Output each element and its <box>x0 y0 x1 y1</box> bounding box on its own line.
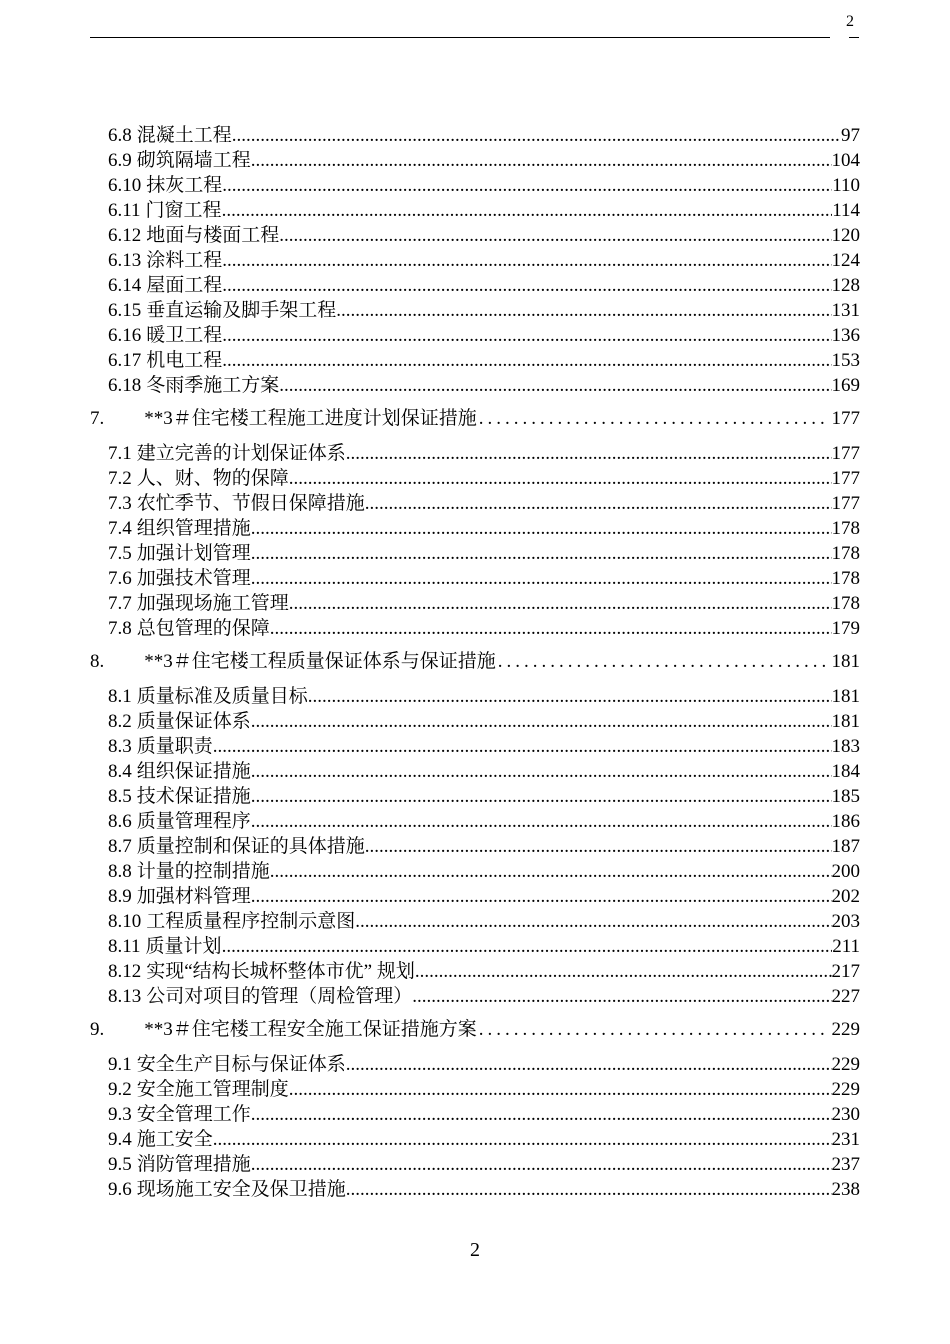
toc-entry-page-number: 227 <box>831 986 860 1007</box>
toc-entry-page-number: 178 <box>831 593 860 614</box>
toc-entry-page-number: 110 <box>832 175 860 196</box>
toc-entry-title: 暖卫工程 <box>146 325 223 346</box>
toc-dot-leader <box>477 1017 828 1042</box>
toc-entry-number: 6.13 <box>108 250 142 271</box>
toc-entry-page-number: 179 <box>831 618 860 639</box>
toc-entry-number: 6.15 <box>108 300 142 321</box>
toc-entry-title: 混凝土工程 <box>136 125 232 146</box>
toc-entry-number: 6.11 <box>108 200 141 221</box>
toc-entry-title: 实现“结构长城杯整体市优” 规划 <box>146 961 415 982</box>
toc-entry-title: 垂直运输及脚手架工程 <box>146 300 337 321</box>
toc-entry-page-number: 181 <box>831 711 860 732</box>
toc-entry-page-number: 217 <box>831 961 860 982</box>
toc-entry-page-number: 237 <box>831 1154 860 1175</box>
toc-entry-number: 9.5 <box>108 1154 132 1175</box>
toc-dot-leader <box>213 734 832 759</box>
toc-entry-page-number: 120 <box>831 225 860 246</box>
toc-entry-number: 8.5 <box>108 786 132 807</box>
toc-entry-title: 公司对项目的管理（周检管理） <box>146 986 413 1007</box>
toc-dot-leader <box>365 491 832 516</box>
toc-dot-leader <box>336 298 831 323</box>
toc-entry-page-number: 178 <box>831 518 860 539</box>
toc-entry-title: **3＃住宅楼工程安全施工保证措施方案 <box>144 1019 477 1040</box>
toc-entry[interactable] <box>108 441 860 466</box>
toc-dot-leader <box>412 984 831 1009</box>
toc-dot-leader <box>477 406 828 431</box>
toc-entry-title: 质量标准及质量目标 <box>136 686 308 707</box>
toc-entry-page-number: 184 <box>831 761 860 782</box>
toc-entry-number: 8.10 <box>108 911 142 932</box>
toc-entry[interactable] <box>108 223 860 248</box>
toc-entry[interactable] <box>108 1102 860 1127</box>
toc-entry-title: 施工安全 <box>136 1129 213 1150</box>
toc-entry[interactable] <box>108 591 860 616</box>
toc-entry-number: 6.17 <box>108 350 142 371</box>
toc-entry-page-number: 124 <box>831 250 860 271</box>
toc-entry-page-number: 229 <box>831 1079 860 1100</box>
toc-entry[interactable] <box>108 566 860 591</box>
toc-entry-page-number: 177 <box>831 493 860 514</box>
toc-entry-page-number: 153 <box>831 350 860 371</box>
toc-entry[interactable] <box>108 323 860 348</box>
toc-entry-number: 8.4 <box>108 761 132 782</box>
toc-entry-title: 冬雨季施工方案 <box>146 375 280 396</box>
toc-entry-title: **3＃住宅楼工程质量保证体系与保证措施 <box>144 651 496 672</box>
toc-entry-number: 7.1 <box>108 443 132 464</box>
toc-entry-page-number: 187 <box>831 836 860 857</box>
toc-entry[interactable] <box>108 1077 860 1102</box>
toc-entry-number: 9.2 <box>108 1079 132 1100</box>
toc-chapter-entry[interactable] <box>90 1017 860 1042</box>
toc-entry-page-number: 181 <box>831 686 860 707</box>
toc-entry-title: 组织管理措施 <box>136 518 251 539</box>
toc-entry-title: 质量控制和保证的具体措施 <box>136 836 365 857</box>
toc-dot-leader <box>496 649 828 674</box>
toc-entry-number: 6.18 <box>108 375 142 396</box>
toc-entry-title: 加强材料管理 <box>136 886 251 907</box>
toc-dot-leader <box>279 373 831 398</box>
toc-dot-leader <box>232 123 841 148</box>
toc-entry[interactable] <box>108 884 860 909</box>
toc-entry-page-number: 177 <box>831 443 860 464</box>
toc-entry-title: 质量保证体系 <box>136 711 251 732</box>
toc-entry-page-number: 97 <box>841 125 860 146</box>
toc-entry[interactable] <box>108 148 860 173</box>
toc-entry-title: 技术保证措施 <box>136 786 251 807</box>
toc-entry-title: 机电工程 <box>146 350 223 371</box>
toc-entry[interactable] <box>108 298 860 323</box>
toc-entry-number: 8.6 <box>108 811 132 832</box>
toc-entry-number: 7.8 <box>108 618 132 639</box>
toc-entry-page-number: 230 <box>831 1104 860 1125</box>
toc-entry[interactable] <box>108 123 860 148</box>
toc-entry-title: 农忙季节、节假日保障措施 <box>136 493 365 514</box>
toc-entry-title: 加强计划管理 <box>136 543 251 564</box>
toc-entry-page-number: 231 <box>831 1129 860 1150</box>
toc-dot-leader <box>251 516 832 541</box>
toc-dot-leader <box>222 934 833 959</box>
toc-dot-leader <box>251 759 832 784</box>
toc-entry-title: 人、财、物的保障 <box>136 468 289 489</box>
toc-dot-leader <box>289 591 832 616</box>
toc-entry-page-number: 178 <box>831 543 860 564</box>
toc-entry[interactable] <box>108 1052 860 1077</box>
toc-entry-page-number: 177 <box>831 408 860 429</box>
toc-entry-title: 消防管理措施 <box>136 1154 251 1175</box>
toc-entry-title: 安全施工管理制度 <box>136 1079 289 1100</box>
toc-entry[interactable] <box>108 1127 860 1152</box>
toc-entry[interactable] <box>108 759 860 784</box>
toc-dot-leader <box>251 784 832 809</box>
toc-entry-page-number: 183 <box>831 736 860 757</box>
toc-entry-title: 组织保证措施 <box>136 761 251 782</box>
toc-entry-page-number: 181 <box>831 651 860 672</box>
toc-dot-leader <box>222 198 833 223</box>
toc-dot-leader <box>222 173 832 198</box>
toc-dot-leader <box>251 566 832 591</box>
toc-entry[interactable] <box>108 684 860 709</box>
toc-entry-number: 8.11 <box>108 936 141 957</box>
toc-entry-page-number: 200 <box>831 861 860 882</box>
toc-dot-leader <box>365 834 832 859</box>
toc-entry-title: 加强技术管理 <box>136 568 251 589</box>
toc-entry-page-number: 114 <box>832 200 860 221</box>
toc-dot-leader <box>222 273 831 298</box>
toc-dot-leader <box>222 348 831 373</box>
toc-entry[interactable] <box>108 959 860 984</box>
toc-dot-leader <box>251 884 832 909</box>
toc-entry-title: 建立完善的计划保证体系 <box>136 443 346 464</box>
toc-entry-title: 砌筑隔墙工程 <box>136 150 251 171</box>
toc-entry-page-number: 128 <box>831 275 860 296</box>
toc-entry-number: 8.2 <box>108 711 132 732</box>
toc-entry-title: 涂料工程 <box>146 250 223 271</box>
toc-entry-title: 质量职责 <box>136 736 213 757</box>
toc-entry[interactable] <box>108 984 860 1009</box>
toc-entry-number: 8.12 <box>108 961 142 982</box>
toc-entry-title: 地面与楼面工程 <box>146 225 280 246</box>
toc-entry-title: 抹灰工程 <box>146 175 223 196</box>
toc-entry-title: 计量的控制措施 <box>136 861 270 882</box>
toc-entry-title: 总包管理的保障 <box>136 618 270 639</box>
toc-entry-number: 8.8 <box>108 861 132 882</box>
toc-entry-page-number: 136 <box>831 325 860 346</box>
header-number-underline <box>849 37 859 38</box>
toc-entry-page-number: 177 <box>831 468 860 489</box>
toc-entry-number: 6.12 <box>108 225 142 246</box>
toc-entry-page-number: 203 <box>831 911 860 932</box>
toc-entry[interactable] <box>108 198 860 223</box>
toc-entry-number: 9.1 <box>108 1054 132 1075</box>
toc-entry-title: 安全生产目标与保证体系 <box>136 1054 346 1075</box>
toc-entry-page-number: 178 <box>831 568 860 589</box>
toc-dot-leader <box>251 1152 832 1177</box>
toc-entry-number: 6.10 <box>108 175 142 196</box>
toc-dot-leader <box>251 709 832 734</box>
toc-entry-number: 6.14 <box>108 275 142 296</box>
toc-entry-title: 现场施工安全及保卫措施 <box>136 1179 346 1200</box>
toc-entry-page-number: 229 <box>831 1054 860 1075</box>
toc-entry[interactable] <box>108 809 860 834</box>
toc-dot-leader <box>279 223 831 248</box>
toc-entry-title: 工程质量程序控制示意图 <box>146 911 356 932</box>
toc-entry-number: 7.5 <box>108 543 132 564</box>
toc-entry-number: 9.3 <box>108 1104 132 1125</box>
toc-entry[interactable] <box>108 541 860 566</box>
toc-entry-title: 质量管理程序 <box>136 811 251 832</box>
toc-entry-number: 7.6 <box>108 568 132 589</box>
toc-entry[interactable] <box>108 516 860 541</box>
toc-entry-number: 6.8 <box>108 125 132 146</box>
toc-entry-number: 8.1 <box>108 686 132 707</box>
toc-entry-number: 9.4 <box>108 1129 132 1150</box>
toc-entry[interactable] <box>108 1152 860 1177</box>
toc-dot-leader <box>289 466 832 491</box>
toc-entry-number: 7.7 <box>108 593 132 614</box>
toc-dot-leader <box>346 441 832 466</box>
toc-entry[interactable] <box>108 616 860 641</box>
toc-entry[interactable] <box>108 348 860 373</box>
toc-entry[interactable] <box>108 273 860 298</box>
toc-entry[interactable] <box>108 934 860 959</box>
toc-dot-leader <box>251 541 832 566</box>
toc-dot-leader <box>355 909 831 934</box>
toc-dot-leader <box>251 148 832 173</box>
toc-dot-leader <box>415 959 832 984</box>
toc-entry-number: 7.3 <box>108 493 132 514</box>
header-page-number: 2 <box>846 13 854 30</box>
toc-entry-title: **3＃住宅楼工程施工进度计划保证措施 <box>144 408 477 429</box>
toc-entry-number: 9.6 <box>108 1179 132 1200</box>
toc-entry-page-number: 131 <box>831 300 860 321</box>
toc-entry-number: 7.2 <box>108 468 132 489</box>
toc-entry[interactable] <box>108 466 860 491</box>
toc-entry[interactable] <box>108 248 860 273</box>
toc-dot-leader <box>346 1052 832 1077</box>
toc-entry[interactable] <box>108 173 860 198</box>
toc-entry-number: 8.3 <box>108 736 132 757</box>
toc-entry-page-number: 186 <box>831 811 860 832</box>
toc-entry-number: 6.9 <box>108 150 132 171</box>
toc-entry[interactable] <box>108 1177 860 1202</box>
toc-dot-leader <box>213 1127 832 1152</box>
toc-entry[interactable] <box>108 491 860 516</box>
toc-entry-page-number: 202 <box>831 886 860 907</box>
toc-entry-title: 屋面工程 <box>146 275 223 296</box>
toc-entry-page-number: 104 <box>831 150 860 171</box>
toc-entry-page-number: 185 <box>831 786 860 807</box>
toc-dot-leader <box>270 859 832 884</box>
toc-entry[interactable] <box>108 859 860 884</box>
toc-dot-leader <box>222 323 831 348</box>
toc-entry-number: 7. <box>90 408 105 429</box>
toc-entry-number: 8. <box>90 651 105 672</box>
toc-entry-page-number: 238 <box>831 1179 860 1200</box>
toc-entry[interactable] <box>108 834 860 859</box>
toc-entry[interactable] <box>108 734 860 759</box>
toc-dot-leader <box>289 1077 832 1102</box>
toc-entry[interactable] <box>108 784 860 809</box>
toc-entry-number: 7.4 <box>108 518 132 539</box>
toc-dot-leader <box>251 809 832 834</box>
toc-entry-number: 8.9 <box>108 886 132 907</box>
toc-dot-leader <box>308 684 832 709</box>
toc-chapter-entry[interactable] <box>90 649 860 674</box>
toc-entry[interactable] <box>108 709 860 734</box>
header-rule <box>90 37 830 38</box>
toc-entry-number: 8.13 <box>108 986 142 1007</box>
toc-entry-title: 安全管理工作 <box>136 1104 251 1125</box>
toc-entry-number: 9. <box>90 1019 105 1040</box>
toc-entry-page-number: 229 <box>831 1019 860 1040</box>
toc-entry-page-number: 169 <box>831 375 860 396</box>
toc-entry[interactable] <box>108 909 860 934</box>
toc-dot-leader <box>251 1102 832 1127</box>
toc-dot-leader <box>346 1177 832 1202</box>
toc-entry-number: 6.16 <box>108 325 142 346</box>
toc-dot-leader <box>222 248 831 273</box>
toc-entry-number: 8.7 <box>108 836 132 857</box>
footer-page-number: 2 <box>470 1239 480 1261</box>
toc-dot-leader <box>270 616 832 641</box>
toc-entry-title: 门窗工程 <box>145 200 222 221</box>
toc-chapter-entry[interactable] <box>90 406 860 431</box>
toc-entry-title: 质量计划 <box>145 936 222 957</box>
toc-entry[interactable] <box>108 373 860 398</box>
toc-entry-title: 加强现场施工管理 <box>136 593 289 614</box>
toc-entry-page-number: 211 <box>832 936 860 957</box>
